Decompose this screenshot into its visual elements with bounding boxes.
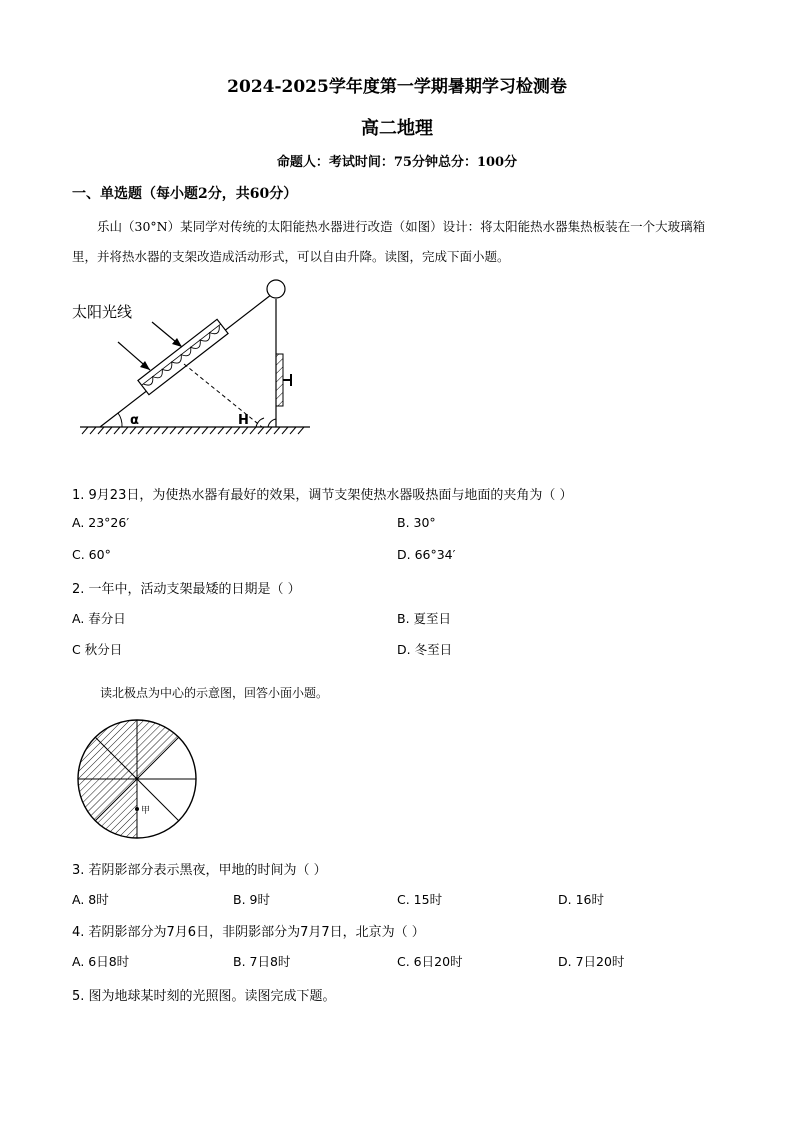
sun-ray-arrow xyxy=(152,322,182,347)
exam-title: 2024-2025学年度第一学期暑期学习检测卷 xyxy=(227,77,567,97)
dashed-guide xyxy=(184,364,262,427)
q1-option-c[interactable]: C. 60° xyxy=(72,547,111,562)
collector-box xyxy=(138,319,228,394)
q4-option-b[interactable]: B. 7日8时 xyxy=(233,954,291,969)
sun-ray-arrow xyxy=(118,342,150,370)
alpha-angle-arc xyxy=(118,413,122,427)
section-heading: 一、单选题（每小题2分，共60分） xyxy=(72,186,298,202)
q2-option-d[interactable]: D. 冬至日 xyxy=(397,642,453,657)
solar-heater-diagram xyxy=(72,272,317,437)
q2-option-b[interactable]: B. 夏至日 xyxy=(397,611,452,626)
q2-option-a[interactable]: A. 春分日 xyxy=(72,611,126,626)
sun-rays-label: 太阳光线 xyxy=(72,303,133,321)
q3-option-d[interactable]: D. 16时 xyxy=(558,892,604,907)
q1-option-a[interactable]: A. 23°26′ xyxy=(72,515,130,530)
q4-option-c[interactable]: C. 6日20时 xyxy=(397,954,463,969)
q2-option-c[interactable]: C 秋分日 xyxy=(72,642,123,657)
q3-option-b[interactable]: B. 9时 xyxy=(233,892,270,907)
point-jia-label: 甲 xyxy=(141,806,151,816)
exam-meta: 命题人：考试时间：75分钟总分：100分 xyxy=(276,155,518,170)
point-jia-marker xyxy=(135,807,139,811)
question-4: 4. 若阴影部分为7月6日，非阴影部分为7月7日，北京为（ ） xyxy=(72,925,425,940)
q4-option-d[interactable]: D. 7日20时 xyxy=(558,954,625,969)
section-intro: 乐山（30°N）某同学对传统的太阳能热水器进行改造（如图）设计：将太阳能热水器集热板装在一个大玻璃箱里，并将热水器的支架改造成活动形式，可以自由升降。读图，完成下面小题。 xyxy=(72,219,706,264)
q3-option-a[interactable]: A. 8时 xyxy=(72,892,109,907)
question-5: 5. 图为地球某时刻的光照图。读图完成下题。 xyxy=(72,989,336,1004)
question-3: 3. 若阴影部分表示黑夜，甲地的时间为（ ） xyxy=(72,863,327,878)
q1-option-d[interactable]: D. 66°34′ xyxy=(397,547,456,562)
pulley-icon xyxy=(267,280,285,298)
clamp xyxy=(276,354,291,406)
h-label: H xyxy=(238,413,249,428)
q3-option-c[interactable]: C. 15时 xyxy=(397,892,443,907)
q4-option-a[interactable]: A. 6日8时 xyxy=(72,954,130,969)
h-angle-arc xyxy=(256,418,276,427)
question-1: 1. 9月23日，为使热水器有最好的效果，调节支架使热水器吸热面与地面的夹角为（ ） xyxy=(72,488,573,503)
polar-view-diagram xyxy=(72,714,202,844)
exam-subject: 高二地理 xyxy=(361,118,433,139)
reading-prompt: 读北极点为中心的示意图，回答小面小题。 xyxy=(100,686,329,700)
alpha-label: α xyxy=(130,413,139,428)
question-2: 2. 一年中，活动支架最矮的日期是（ ） xyxy=(72,582,301,597)
ground xyxy=(80,427,310,434)
q1-option-b[interactable]: B. 30° xyxy=(397,515,436,530)
